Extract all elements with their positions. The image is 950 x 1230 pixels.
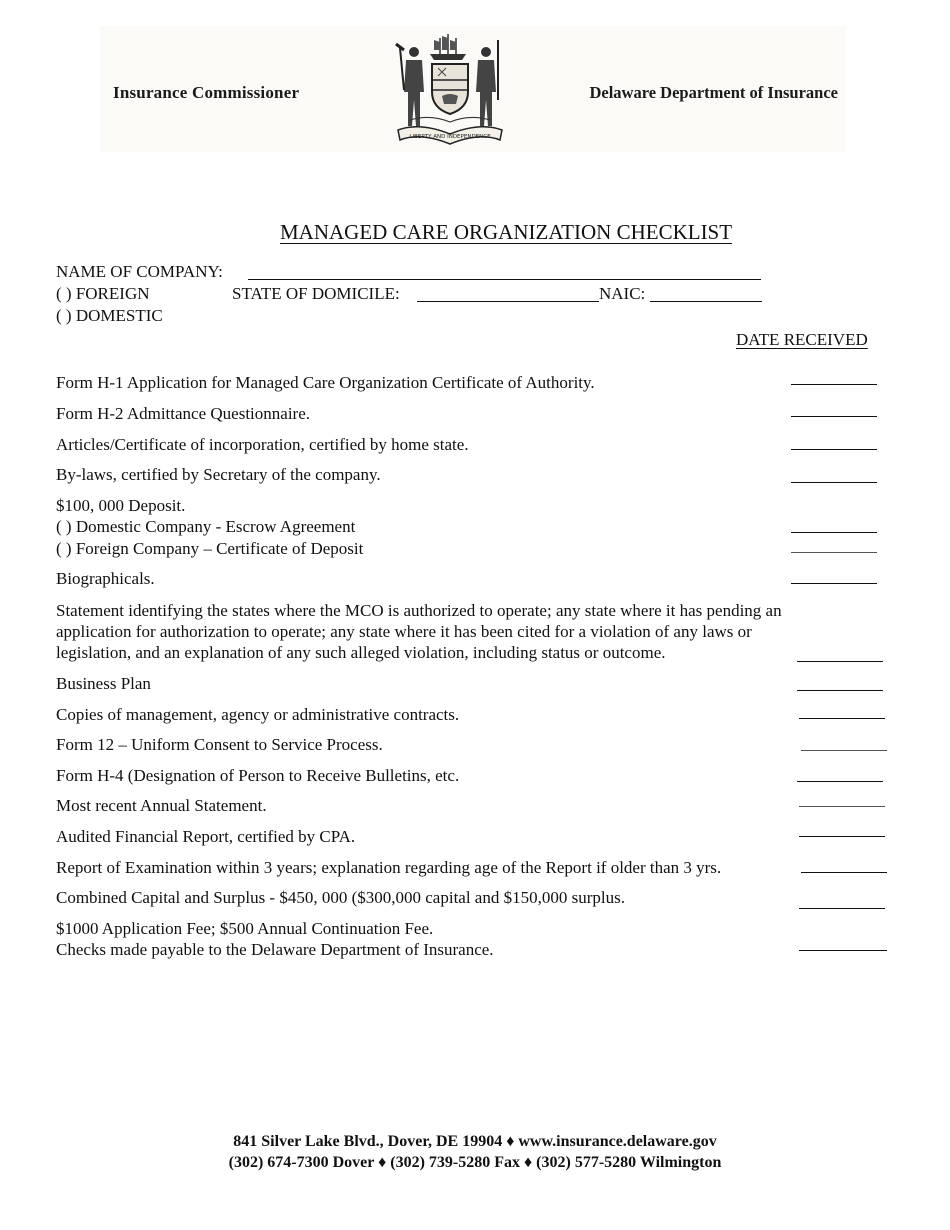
commissioner-title: Insurance Commissioner — [113, 83, 300, 102]
date-field-h2[interactable] — [791, 416, 877, 417]
checklist-item-h4: Form H-4 (Designation of Person to Receive Bulletins, etc. — [56, 766, 460, 785]
department-title: Delaware Department of Insurance — [589, 83, 838, 102]
naic-field[interactable] — [650, 301, 762, 302]
checklist-item-deposit: $100, 000 Deposit. — [56, 496, 186, 515]
checklist-item-business-plan: Business Plan — [56, 674, 151, 693]
page-title: MANAGED CARE ORGANIZATION CHECKLIST — [280, 220, 733, 244]
checklist-item-articles: Articles/Certificate of incorporation, certified by home state. — [56, 435, 469, 454]
foreign-option[interactable]: ( ) FOREIGN — [56, 284, 150, 303]
checklist-item-form12: Form 12 – Uniform Consent to Service Process. — [56, 735, 383, 754]
checklist-item-statement-line-2: application for authorization to operate; any state where it has been cited for a violation of any laws or — [56, 622, 752, 641]
date-received-header: DATE RECEIVED — [736, 330, 868, 349]
checklist-item-statement-line-3: legislation, and an explanation of any such alleged violation, including status or outcome. — [56, 643, 666, 662]
footer-contact — [0, 1131, 950, 1173]
company-name-label: NAME OF COMPANY: — [56, 262, 223, 281]
date-field-contracts[interactable] — [799, 718, 885, 719]
date-field-capital-surplus[interactable] — [799, 908, 885, 909]
footer-address: 841 Silver Lake Blvd., Dover, DE 19904 ♦ www.insurance.delaware.gov — [233, 1133, 717, 1150]
checklist-item-audited-report: Audited Financial Report, certified by CPA. — [56, 827, 356, 846]
date-field-fees[interactable] — [799, 950, 887, 951]
date-field-h4[interactable] — [797, 781, 883, 782]
date-field-biographicals[interactable] — [791, 583, 877, 584]
checklist-item-biographicals: Biographicals. — [56, 569, 155, 588]
deposit-foreign-option[interactable]: ( ) Foreign Company – Certificate of Deposit — [56, 539, 364, 558]
delaware-state-seal — [390, 30, 510, 150]
checklist-item-h1: Form H-1 Application for Managed Care Organization Certificate of Authority. — [56, 373, 595, 392]
state-of-domicile-label: STATE OF DOMICILE: — [232, 284, 400, 303]
footer-phones: (302) 674-7300 Dover ♦ (302) 739-5280 Fax ♦ (302) 577-5280 Wilmington — [228, 1154, 722, 1171]
checklist-item-checks-payable: Checks made payable to the Delaware Department of Insurance. — [56, 940, 494, 959]
checklist-item-fees: $1000 Application Fee; $500 Annual Continuation Fee. — [56, 919, 434, 938]
date-field-audited-report[interactable] — [799, 836, 885, 837]
seal-motto: LIBERTY AND INDEPENDENCE — [409, 134, 491, 140]
checklist-item-statement-line-1: Statement identifying the states where the MCO is authorized to operate; any state where it has pending an — [56, 601, 782, 620]
domestic-option[interactable]: ( ) DOMESTIC — [56, 306, 163, 325]
checklist-item-bylaws: By-laws, certified by Secretary of the company. — [56, 465, 381, 484]
date-field-exam-report[interactable] — [801, 872, 887, 873]
naic-label: NAIC: — [599, 284, 646, 303]
checklist-item-contracts: Copies of management, agency or administrative contracts. — [56, 705, 460, 724]
deposit-domestic-option[interactable]: ( ) Domestic Company - Escrow Agreement — [56, 517, 356, 536]
checklist-item-capital-surplus: Combined Capital and Surplus - $450, 000 ($300,000 capital and $150,000 surplus. — [56, 888, 625, 907]
date-field-bylaws[interactable] — [791, 482, 877, 483]
date-field-deposit-domestic[interactable] — [791, 532, 877, 533]
checklist-item-annual-statement: Most recent Annual Statement. — [56, 796, 267, 815]
date-field-h1[interactable] — [791, 384, 877, 385]
date-field-form12[interactable] — [801, 750, 887, 751]
checklist-item-exam-report: Report of Examination within 3 years; explanation regarding age of the Report if older than 3 yrs. — [56, 858, 722, 877]
company-name-field[interactable] — [248, 279, 761, 280]
date-field-statement[interactable] — [797, 661, 883, 662]
date-field-deposit-foreign[interactable] — [791, 552, 877, 553]
letterhead — [100, 26, 846, 152]
date-field-business-plan[interactable] — [797, 690, 883, 691]
checklist-item-h2: Form H-2 Admittance Questionnaire. — [56, 404, 311, 423]
state-of-domicile-field[interactable] — [417, 301, 599, 302]
date-field-annual-statement[interactable] — [799, 806, 885, 807]
date-field-articles[interactable] — [791, 449, 877, 450]
